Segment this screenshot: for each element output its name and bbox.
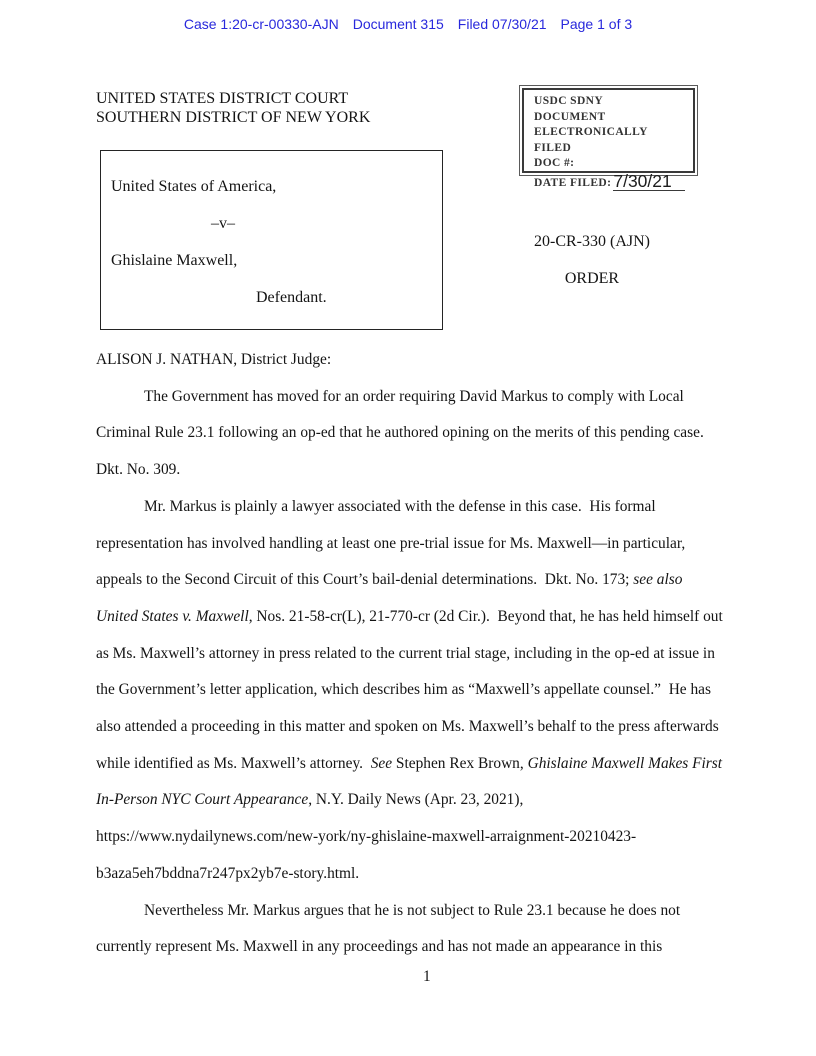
- order-body: [96, 342, 727, 966]
- court-name-line1: UNITED STATES DISTRICT COURT: [96, 90, 349, 107]
- electronically-filed-stamp: [519, 85, 698, 191]
- caption-plaintiff: United States of America,: [111, 178, 277, 195]
- stamp-date-filed-value: 7/30/21: [613, 170, 672, 191]
- case-caption-box: [100, 150, 443, 330]
- ecf-page-count: Page 1 of 3: [560, 16, 633, 32]
- case-heading: [477, 233, 707, 288]
- stamp-line-usdc: USDC SDNY: [534, 95, 604, 107]
- italic-run: Ghislaine Maxwell Makes First In-Person NYC Court Appearance: [96, 754, 726, 809]
- italic-run: United States v. Maxwell: [96, 607, 249, 625]
- text-run: Mr. Markus is plainly a lawyer associated with the defense in this case. His formal representation has involved handling at least one pre-trial issue for Ms. Maxwell—in particular, appeals to the Second Circuit of this Court’s bail-denial determinations. Dkt. No. 173;: [96, 497, 690, 589]
- caption-versus: –v–: [211, 215, 235, 232]
- document-title: ORDER: [564, 270, 620, 287]
- body-paragraphs: [96, 379, 727, 966]
- page-number: 1: [423, 968, 431, 985]
- stamp-inner-border: [522, 88, 695, 191]
- paragraph: [96, 893, 724, 966]
- case-number: 20-CR-330 (AJN): [534, 233, 650, 250]
- paragraph: [96, 489, 727, 893]
- ecf-document-number: Document 315: [352, 16, 444, 32]
- stamp-line-document: DOCUMENT: [534, 110, 606, 123]
- text-run: Stephen Rex Brown,: [392, 754, 528, 772]
- text-run: , Nos. 21-58-cr(L), 21-770-cr (2d Cir.). Beyond that, he has held himself out as Ms. Maxwell’s attorney in press related to the current trial stage, including in the op-ed at issue in the Government’s letter application, which describes him as “Maxwell’s appellate counsel.” He has also attended a proceeding in this matter and spoken on Ms. Maxwell’s behalf to the press afterwards while identified as Ms. Maxwell’s attorney.: [96, 607, 727, 772]
- court-name-block: [96, 90, 370, 127]
- judge-line: ALISON J. NATHAN, District Judge:: [96, 351, 332, 368]
- paragraph: [96, 379, 724, 489]
- caption-defendant-role: Defendant.: [256, 289, 327, 306]
- ecf-case-id: Case 1:20-cr-00330-AJN: [183, 16, 339, 32]
- italic-run: see also: [633, 571, 683, 589]
- ecf-filed-date: Filed 07/30/21: [457, 16, 547, 32]
- stamp-line-electronically-filed: ELECTRONICALLY FILED: [534, 126, 648, 154]
- text-run: The Government has moved for an order requiring David Markus to comply with Local Criminal Rule 23.1 following an op-ed that he authored opining on the merits of this pending case. Dkt. No. 309.: [96, 387, 712, 479]
- ecf-stamp-header: [0, 16, 816, 32]
- stamp-date-filed-row: [534, 172, 685, 192]
- stamp-date-filed-label: DATE FILED:: [534, 176, 612, 189]
- caption-defendant-name: Ghislaine Maxwell,: [111, 252, 238, 269]
- stamp-doc-number-row: [534, 156, 685, 172]
- text-run: , N.Y. Daily News (Apr. 23, 2021), https://www.nydailynews.com/new-york/ny-ghislaine-maxwell-arraignment-20210423-b3aza5eh7bddna7r247px2yb7e-story.html.: [96, 791, 637, 882]
- stamp-date-filed-underline: [613, 172, 685, 192]
- text-run: [682, 571, 686, 588]
- text-run: Nevertheless Mr. Markus argues that he is not subject to Rule 23.1 because he does not currently represent Ms. Maxwell in any proceedings and has not made an appearance in this: [96, 901, 684, 956]
- stamp-doc-number-label: DOC #:: [534, 157, 575, 169]
- italic-run: See: [370, 754, 393, 772]
- court-name-line2: SOUTHERN DISTRICT OF NEW YORK: [96, 108, 371, 126]
